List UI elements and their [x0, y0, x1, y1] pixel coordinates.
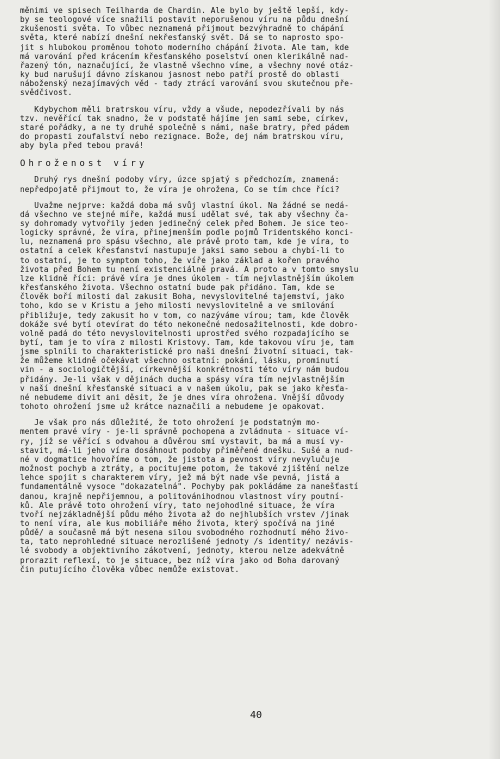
text-line: křesťanského života. Všechno ostatní bude pak přidáno. Tam, kde se [20, 283, 335, 293]
page-number: 40 [250, 710, 263, 721]
text-line: lehce spojit s charakterem víry, jež má být nade vše pevná, jistá a [20, 473, 340, 483]
text-line: staré pořádky, a ne ty druhé společně s námi, naše bratry, před pádem [20, 122, 350, 132]
text-line: fundamentálně vysoce "dokazatelná". Pochyby pak pokládáme za nanešťastí [20, 482, 359, 492]
text-line: né v dogmatice hovoříme o tom, že jistota a pevnost víry nevylučuje [20, 454, 340, 464]
text-line: lu, neznamená pro spásu všechno, ale právě proto tam, kde je víra, to [20, 237, 350, 247]
text-line: Je však pro nás důležité, že toto ohrožení je podstatným mo- [20, 418, 321, 428]
text-line: půdě/ a současně má být nesena silou svobodného rozhodnutí mého živo- [20, 528, 350, 538]
text-line: možnost pochyb a ztráty, a pocitujeme potom, že takové zjištění nelze [20, 464, 350, 474]
text-line: toho, kdo se v Kristu a jeho milosti nevyslovitelně a ve smilování [20, 301, 335, 311]
page-edge-shadow [488, 0, 500, 759]
text-line: člověk boří milosti dal zakusit Boha, nevyslovitelné tajemství, jako [20, 292, 345, 302]
text-line: Kdybychom měli bratrskou víru, vždy a všude, nepodezřívali by nás [20, 104, 345, 114]
text-line: náboženský nezajímavých věd - tady ztrácí varování svou skutečnou pře- [20, 79, 354, 89]
paragraph-threat-moment [20, 418, 486, 574]
text-line: mentem pravé víry - je-li správně pochopena a zvládnuta - situace ví- [20, 427, 350, 437]
text-line: má varování před krácením křesťanského poselství onen klerikálně nad- [20, 51, 350, 61]
paragraph-task-of-faith [20, 201, 486, 412]
text-line: ky bud narušují dávno získanou jasnost nebo patří prostě do oblasti [20, 70, 340, 80]
text-line: danou, krajně nepřijemnou, a politovánihodnou vlastnost víry poutní- [20, 491, 345, 501]
paragraph-gap [20, 411, 486, 418]
text-line: né nebudeme divit ani děsit, že je dnes víra ohrožena. Vnější důvody [20, 392, 345, 402]
paragraph-gap [20, 98, 486, 105]
text-line: jsme splnili to charakteristické pro naši dnešní životní situaci, tak- [20, 347, 354, 357]
paragraph-threat-intro [20, 175, 486, 193]
section-heading: Ohroženost víry [20, 159, 148, 170]
text-line: stavit, má-li jeho víra dosáhnout podoby přiměřené dnešku. Sušé a nud- [20, 445, 354, 455]
text-line: tzv. nevěřící tak snadno, že v podstatě hájíme jen sami sebe, církev, [20, 113, 350, 123]
text-line: jit s hlubokou proměnou tohoto moderního chápání života. Ale tam, kde [20, 42, 350, 52]
text-line: tohoto ohrožení jsme už krátce naznačili a nebudeme je opakovat. [20, 402, 326, 412]
text-line: bytí, tam je to víra z milosti Kristovy. Tam, kde takovou víru je, tam [20, 338, 354, 347]
text-line: zkušenosti světa. To vůbec neznamená přijmout bezvýhradně to chápání [20, 24, 345, 34]
text-line: ta, tato neprohledné situace nerozlišené jednoty /s identity/ nezávis- [20, 537, 354, 547]
text-line: dokáže své bytí otevírat do této nekonečné nedosažitelnosti, kde dobro- [20, 319, 359, 329]
text-line: tvoří nejzákladnější půdu mého života až do nejhlubších vrstev /jinak [20, 509, 350, 519]
text-line: života před Bohem tu není existenciálně pravá. A proto a v tomto smyslu [20, 264, 359, 274]
text-line: světa, které nabízí dnešní nekřesťanský svět. Dá se to naprosto spo- [20, 33, 345, 43]
page-content [20, 6, 486, 574]
text-line: dá všechno ve stejné míře, každá musí udělat své, tak aby všechny ča- [20, 209, 350, 219]
text-line: že můžeme klidně očekávat všechno ostatní: pokání, lásku, prominutí [20, 356, 340, 366]
text-line: ostatní a celek křesťanství nastupuje jaksi samo sebou a chybí-li to [20, 246, 345, 256]
paragraph-teilhard [20, 6, 486, 98]
text-line: aby byla před tebou pravá! [20, 141, 144, 151]
text-line: svědčivost. [20, 88, 73, 98]
text-line: přibližuje, tedy zakusit ho v tom, co nazýváme vírou; tam, kde člověk [20, 310, 350, 320]
text-line: měnimi ve spisech Teilharda de Chardin. Ale bylo by ještě lepší, kdy- [20, 6, 350, 15]
paragraph-brotherly-faith [20, 105, 486, 151]
text-line: volně padá do této nevyslovitelnosti uprostřed svého rozpadajícího se [20, 328, 350, 338]
text-line: sy dohromady vytvořily jeden jedinečný celek před Bohem. Je sice teo- [20, 218, 350, 228]
paragraph-gap [20, 194, 486, 201]
text-line: do propasti zoufalství nebo rezignace. Bože, dej nám bratrskou víru, [20, 132, 345, 142]
text-line: prorazit reflexí, to je situace, bez níž víra jako od Boha darovaný [20, 555, 340, 565]
text-line: ků. Ale právě toto ohrožení víry, tato nejohodlné situace, že víra [20, 500, 335, 510]
text-line: Druhý rys dnešní podoby víry, úzce spjatý s předchozím, znamená: [20, 175, 340, 185]
text-line: nepředpojatě přijmout to, že víra je ohrožena, Co se tím chce říci? [20, 184, 340, 194]
text-line: to není víra, ale kus mobiliáře mého života, který spočívá na jiné [20, 518, 335, 528]
text-line: řazený tón, naznačující, že vlastně všechno víme, a všechny nové otáz- [20, 60, 354, 70]
text-line: v naší dnešní křesťanské situaci a v našem úkolu, pak se jako křesťa- [20, 383, 350, 393]
text-line: Uvažme nejprve: každá doba má svůj vlastní úkol. Na žádné se nedá- [20, 200, 350, 210]
text-line: lze klidně říci: právě víra je dnes úkolem - tím nejvlastnějším úkolem [20, 273, 354, 283]
text-line: ry, jíž se věřící s odvahou a důvěrou smí vystavit, ba má a musí vy- [20, 436, 345, 446]
text-line: čin putujícího člověka vůbec nemůže existovat. [20, 564, 240, 574]
text-line: přidány. Je-li však v dějinách ducha a spásy víra tím nejvlastnějším [20, 374, 345, 384]
text-line: vin - a sociologičtější, církevnější konkrétnosti této víry nám budou [20, 365, 350, 375]
text-line: logicky správné, že víra, přinejmenším podle pojmů Tridentského konci- [20, 228, 354, 238]
text-line: to ostatní, je to symptom toho, že víře jako základ a kořen pravého [20, 255, 340, 265]
text-line: by se teologové více snažili postavit neporušenou víru na půdu dnešní [20, 15, 350, 25]
text-line: lé svobody a objektivního zákotvení, jednoty, kterou nelze adekvátně [20, 546, 345, 556]
